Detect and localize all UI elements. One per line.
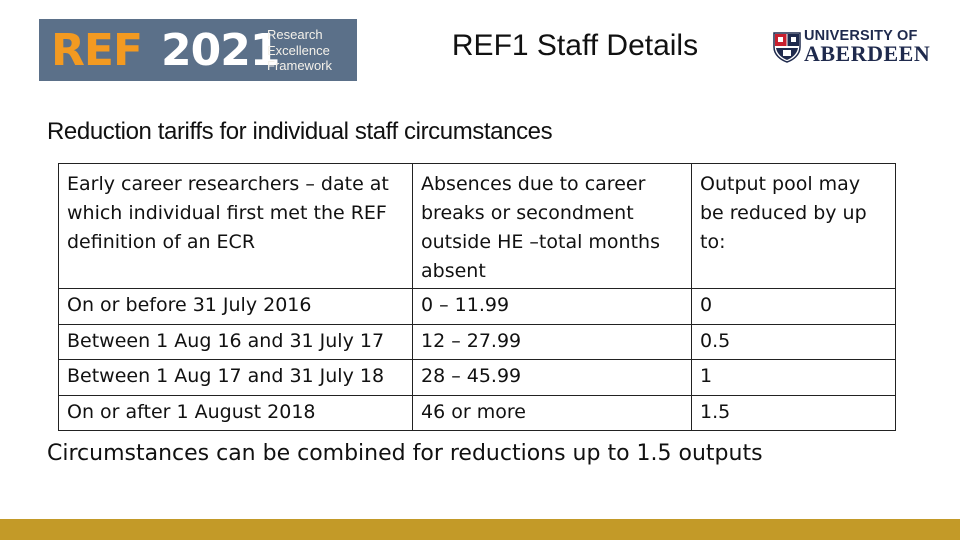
bottom-accent-bar [0, 519, 960, 540]
cell-output-reduction: 0.5 [692, 324, 896, 360]
cell-ecr-date: On or before 31 July 2016 [59, 289, 413, 325]
ref-logo-tagline-line: Research [267, 27, 323, 42]
cell-output-reduction: 0 [692, 289, 896, 325]
ref-logo-tagline [267, 27, 332, 74]
aberdeen-label: ABERDEEN [804, 41, 931, 66]
cell-absence-months: 12 – 27.99 [413, 324, 692, 360]
header-output-reduction: Output pool may be reduced by up to: [692, 164, 896, 289]
table-row [59, 324, 896, 360]
ref-logo-tagline-line: Excellence [267, 42, 330, 58]
header-ecr-date: Early career researchers – date at which individual first met the REF definition of an ECR [59, 164, 413, 289]
university-of-aberdeen-logo [772, 28, 931, 68]
table-row [59, 289, 896, 325]
ref-logo-ref-word: REF [51, 25, 142, 76]
table-header-row [59, 164, 896, 289]
cell-absence-months: 28 – 45.99 [413, 360, 692, 396]
footnote: Circumstances can be combined for reductions up to 1.5 outputs [47, 441, 763, 466]
section-subheading: Reduction tariffs for individual staff circumstances [47, 118, 553, 145]
cell-output-reduction: 1 [692, 360, 896, 396]
reduction-tariff-table [58, 163, 896, 431]
cell-ecr-date: Between 1 Aug 16 and 31 July 17 [59, 324, 413, 360]
ref-logo-tagline-line: Framework [267, 58, 333, 73]
ref-logo-year: 2021 [161, 25, 280, 76]
cell-ecr-date: Between 1 Aug 17 and 31 July 18 [59, 360, 413, 396]
cell-absence-months: 0 – 11.99 [413, 289, 692, 325]
ref2021-logo [39, 19, 357, 81]
cell-ecr-date: On or after 1 August 2018 [59, 395, 413, 431]
university-of-label: UNIVERSITY OF [804, 28, 918, 44]
aberdeen-crest-icon [772, 31, 802, 63]
cell-absence-months: 46 or more [413, 395, 692, 431]
table-row [59, 360, 896, 396]
table-row [59, 395, 896, 431]
slide-title: REF1 Staff Details [451, 29, 699, 62]
header-absence-months: Absences due to career breaks or secondment outside HE –total months absent [413, 164, 692, 289]
cell-output-reduction: 1.5 [692, 395, 896, 431]
